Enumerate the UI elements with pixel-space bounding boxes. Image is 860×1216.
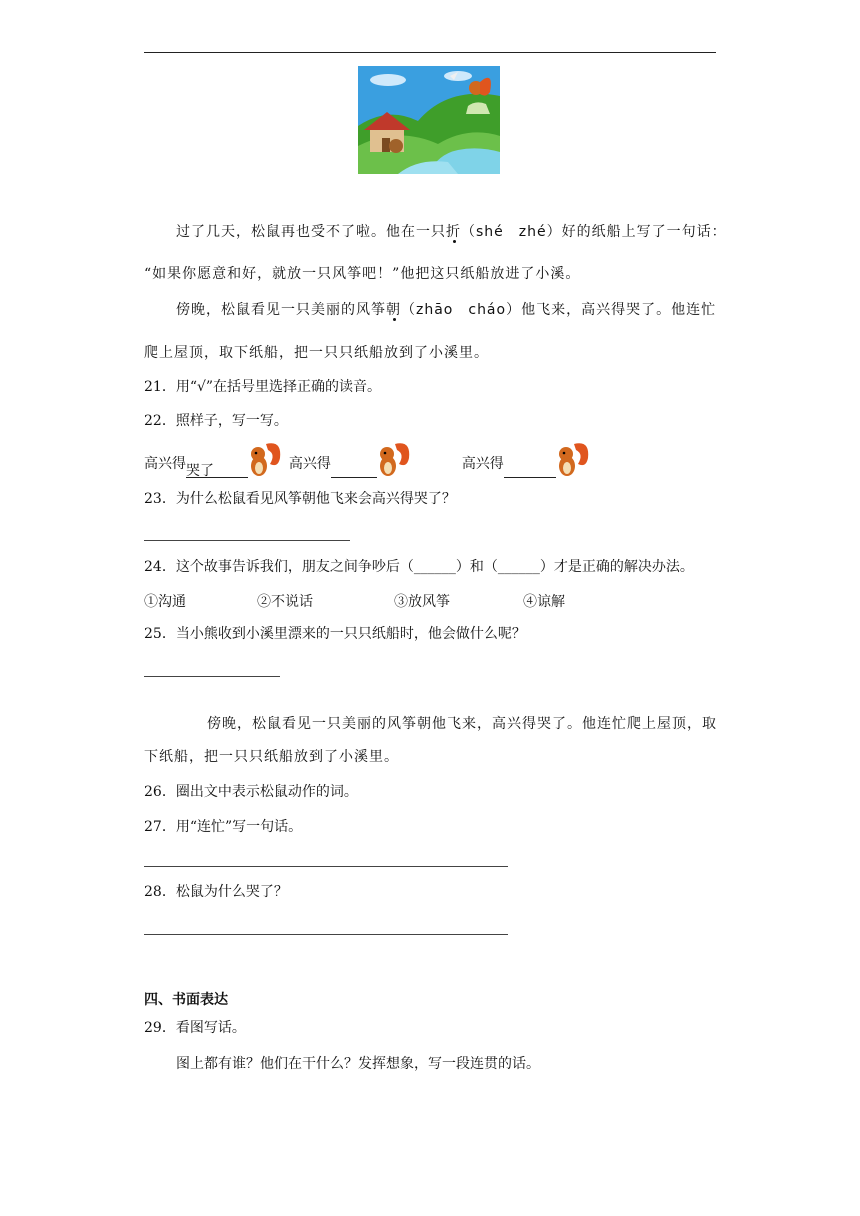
passage1-line2: “如果你愿意和好，就放一只风筝吧！”他把这只纸船放进了小溪。 [144,266,581,282]
answer-line-25[interactable] [144,676,280,677]
q24-option-1: ①沟通 [144,594,186,610]
section-heading-4: 四、书面表达 [144,992,228,1008]
question-24: 24．这个故事告诉我们，朋友之间争吵后（______）和（______）才是正确的解决办法。 [144,559,694,575]
question-22: 22．照样子，写一写。 [144,413,288,429]
answer-line-27[interactable] [144,866,508,867]
q24-option-4: ④谅解 [523,594,565,610]
passage1-line3: 傍晚，松鼠看见一只美丽的风筝朝（zhāo cháo）他飞来，高兴得哭了。他连忙 [176,302,717,318]
question-28: 28．松鼠为什么哭了？ [144,884,288,900]
question-27: 27．用“连忙”写一句话。 [144,819,303,835]
question-21: 21．用“√”在括号里选择正确的读音。 [144,379,382,395]
question-23: 23．为什么松鼠看见风筝朝他飞来会高兴得哭了？ [144,491,456,507]
q29-prompt: 图上都有谁？他们在干什么？发挥想象，写一段连贯的话。 [176,1056,540,1072]
passage1-line4: 爬上屋顶，取下纸船，把一只只纸船放到了小溪里。 [144,345,489,361]
squirrel-icon [242,438,282,478]
question-26: 26．圈出文中表示松鼠动作的词。 [144,784,358,800]
answer-line-23[interactable] [144,540,350,541]
question-25: 25．当小熊收到小溪里漂来的一只只纸船时，他会做什么呢？ [144,626,526,642]
passage2-line2: 下纸船，把一只只纸船放到了小溪里。 [144,749,399,765]
passage1-line1: 过了几天，松鼠再也受不了啦。他在一只折（shé zhé）好的纸船上写了一句话： [176,224,727,240]
q24-option-3: ③放风筝 [394,594,450,610]
header-rule [144,52,716,53]
squirrel-icon [371,438,411,478]
passage2-line1: 傍晚，松鼠看见一只美丽的风筝朝他飞来，高兴得哭了。他连忙爬上屋顶，取 [207,716,717,732]
q24-option-2: ②不说话 [257,594,313,610]
story-illustration [358,66,500,174]
q22-examples: 高兴得哭了 高兴得 高兴得 [144,450,592,478]
answer-line-28[interactable] [144,934,508,935]
squirrel-icon [550,438,590,478]
question-29: 29．看图写话。 [144,1020,246,1036]
